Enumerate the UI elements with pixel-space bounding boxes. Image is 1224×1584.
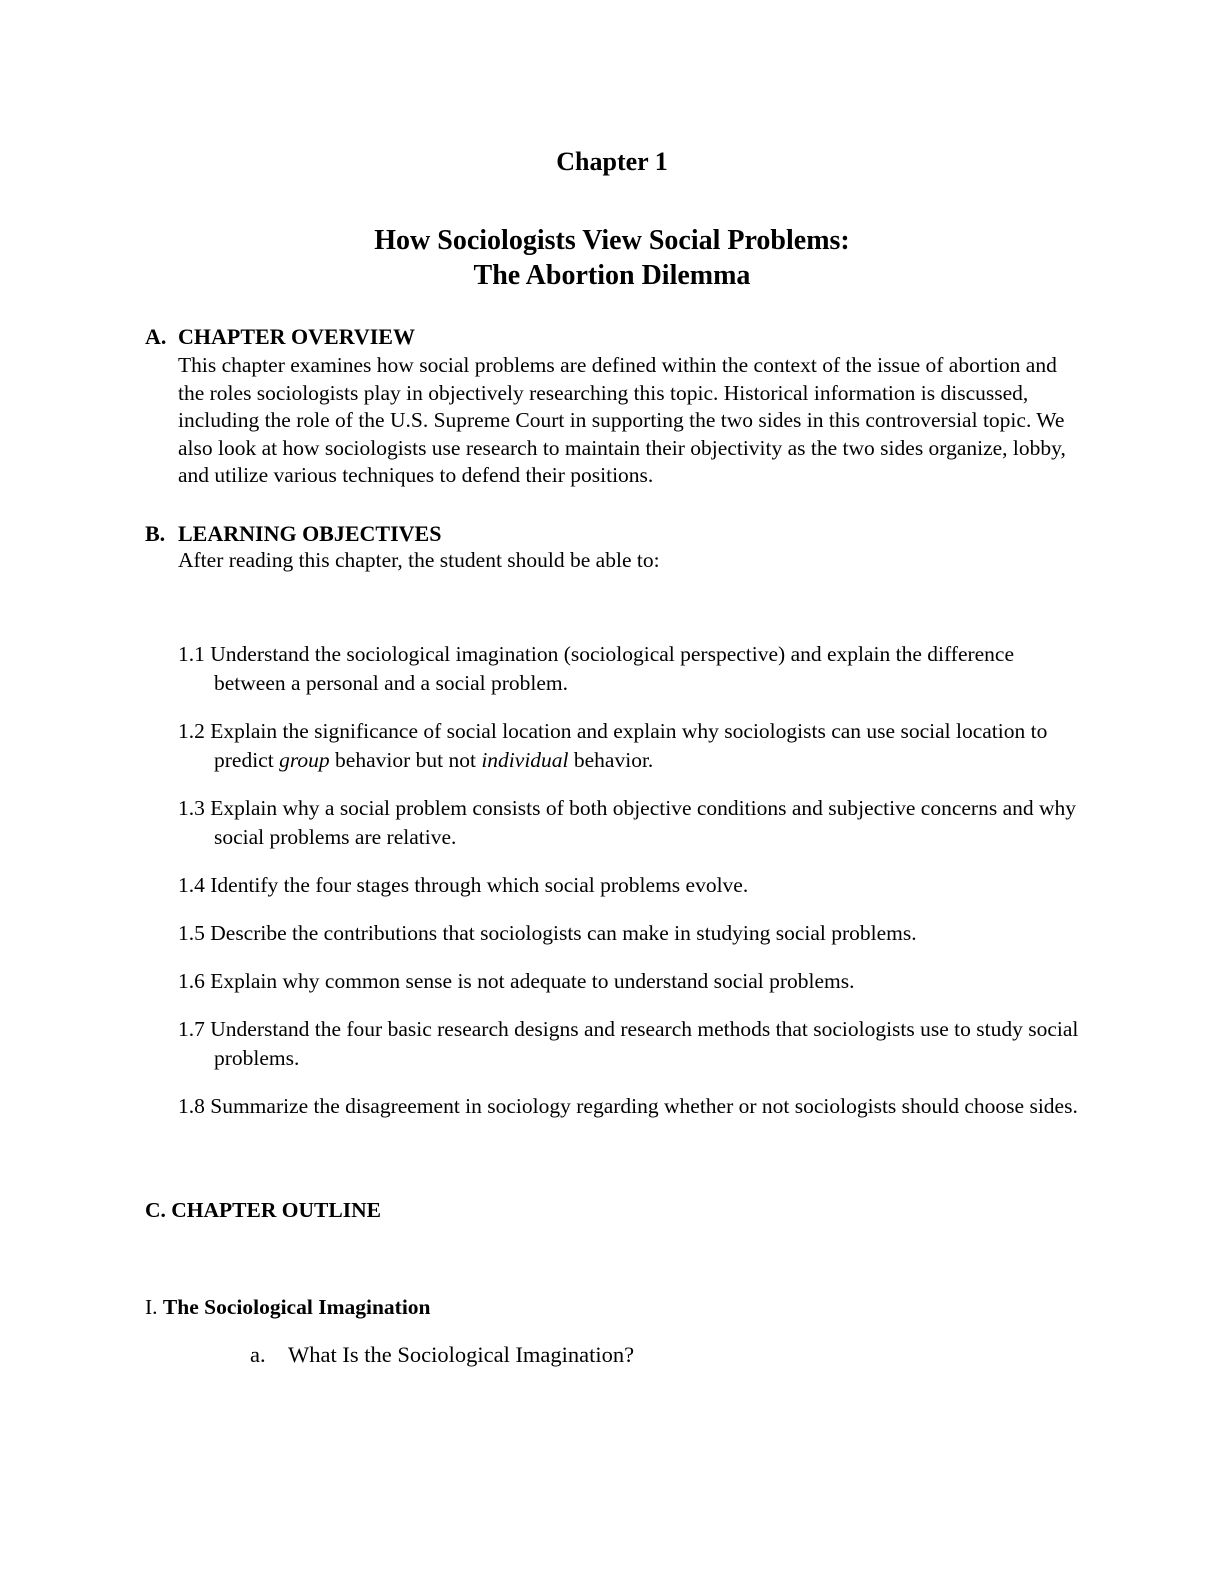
section-a-heading xyxy=(145,323,1079,350)
objective-number: 1.5 xyxy=(178,921,205,945)
objective-number: 1.1 xyxy=(178,642,205,666)
objective-item-1-5 xyxy=(178,919,1079,948)
objective-item-1-7 xyxy=(178,1015,1079,1073)
outline-item-1-title: The Sociological Imagination xyxy=(162,1295,431,1319)
objective-text xyxy=(210,719,1047,772)
outline-item-1 xyxy=(145,1294,1079,1321)
objective-item-1-4 xyxy=(178,871,1079,900)
objective-text-segment: behavior but not xyxy=(329,748,482,772)
section-a-title: CHAPTER OVERVIEW xyxy=(178,324,415,349)
objective-number: 1.3 xyxy=(178,796,205,820)
objective-number: 1.8 xyxy=(178,1094,205,1118)
section-b-letter: B. xyxy=(145,520,166,546)
objective-item-1-6 xyxy=(178,967,1079,996)
outline-sub-item-a-label: a. xyxy=(250,1342,266,1367)
objective-text: Explain why a social problem consists of both objective conditions and subjective concerns and why social problems are relative. xyxy=(210,796,1077,849)
objective-item-1-2 xyxy=(178,717,1079,775)
outline-sub-item-a-text: What Is the Sociological Imagination? xyxy=(288,1342,635,1367)
section-a-letter: A. xyxy=(145,324,167,349)
objectives-list xyxy=(178,640,1079,1121)
outline-item-1-numeral: I. xyxy=(145,1295,158,1319)
section-c-heading: C. CHAPTER OUTLINE xyxy=(145,1198,381,1222)
document-title xyxy=(145,223,1079,293)
objective-text: Describe the contributions that sociologists can make in studying social problems. xyxy=(210,921,917,945)
objective-item-1-1 xyxy=(178,640,1079,698)
objectives-intro: After reading this chapter, the student should be able to: xyxy=(178,547,660,572)
objective-text: Understand the four basic research designs and research methods that sociologists use to study social problems. xyxy=(210,1017,1079,1070)
objective-text: Understand the sociological imagination (sociological perspective) and explain the difference between a personal and a social problem. xyxy=(210,642,1015,695)
overview-paragraph: This chapter examines how social problems are defined within the context of the issue of abortion and the roles sociologists play in objectively researching this topic. Historical information is discussed, including the role of the U.S. Supreme Court in supporting the two sides in this controversial topic. We also look at how sociologists use research to maintain their objectivity as the two sides organize, lobby, and utilize various techniques to defend their positions. xyxy=(178,353,1066,487)
objective-text: Explain why common sense is not adequate to understand social problems. xyxy=(210,969,855,993)
objective-text-segment: behavior. xyxy=(568,748,654,772)
section-b-heading xyxy=(145,520,1079,547)
objective-number: 1.7 xyxy=(178,1017,205,1041)
objective-text-segment: Explain the significance of social location and explain why sociologists can use social location to predict xyxy=(210,719,1048,772)
outline-sub-item-a xyxy=(145,1341,1079,1369)
objective-text: Identify the four stages through which social problems evolve. xyxy=(210,873,749,897)
document-title-line1: How Sociologists View Social Problems: xyxy=(374,225,850,256)
chapter-label: Chapter 1 xyxy=(556,147,668,176)
objective-text-italic: group xyxy=(279,748,330,772)
objective-item-1-8 xyxy=(178,1092,1079,1121)
document-title-line2: The Abortion Dilemma xyxy=(473,260,751,291)
objective-number: 1.6 xyxy=(178,969,205,993)
objective-text-italic: individual xyxy=(481,748,569,772)
section-b-title: LEARNING OBJECTIVES xyxy=(178,520,442,546)
objective-number: 1.4 xyxy=(178,873,205,897)
objective-number: 1.2 xyxy=(178,719,205,743)
objective-text: Summarize the disagreement in sociology regarding whether or not sociologists should choose sides. xyxy=(210,1094,1078,1118)
objective-item-1-3 xyxy=(178,794,1079,852)
